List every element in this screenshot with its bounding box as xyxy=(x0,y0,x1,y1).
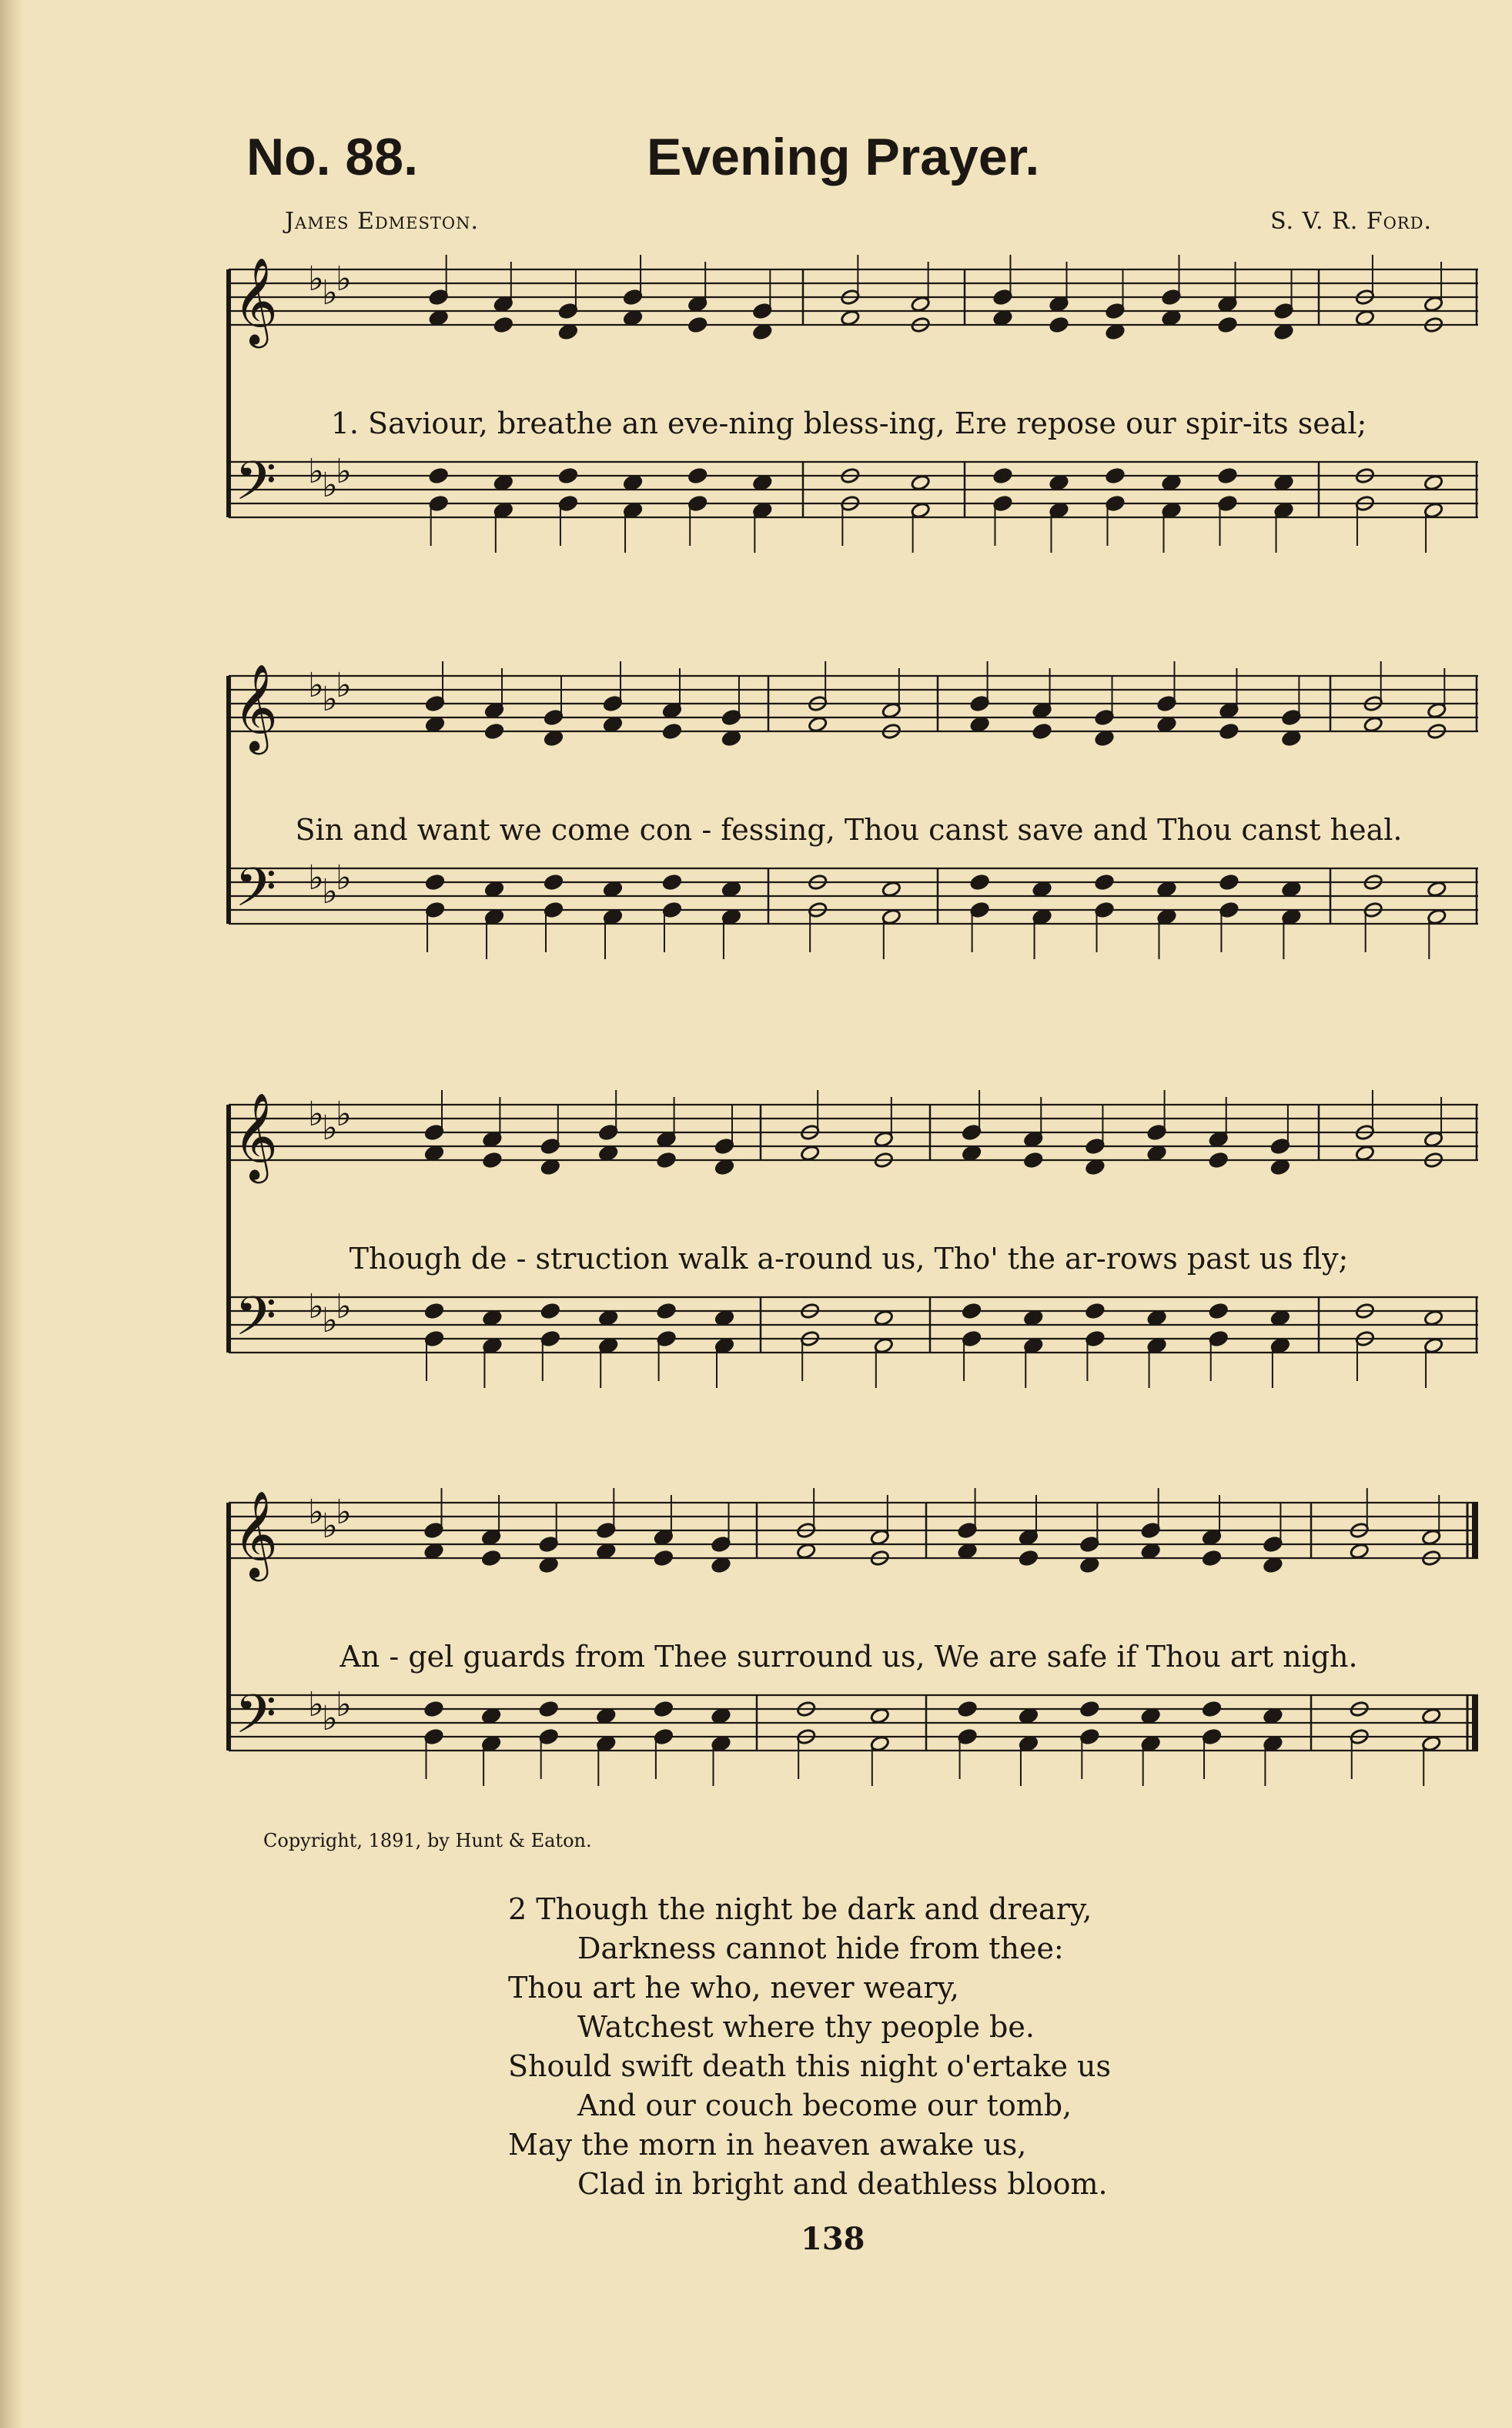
note-head xyxy=(429,309,449,326)
verse-2 xyxy=(508,1890,1201,2204)
flat-icon: ♭ xyxy=(308,858,324,898)
flat-icon: ♭ xyxy=(308,1493,324,1532)
note-head xyxy=(424,1145,444,1162)
note-head xyxy=(623,474,643,491)
note-head xyxy=(654,1701,674,1717)
note-head xyxy=(958,1543,978,1560)
author-credit: James Edmeston. xyxy=(285,208,480,235)
note-head xyxy=(482,1309,502,1326)
copyright-notice: Copyright, 1891, by Hunt & Eaton. xyxy=(263,1830,592,1851)
note-head xyxy=(1032,723,1052,740)
note-head xyxy=(1363,716,1383,733)
note-head xyxy=(1263,1557,1283,1574)
note-head xyxy=(540,1303,560,1319)
note-head xyxy=(1209,1303,1229,1319)
flat-icon: ♭ xyxy=(308,1685,324,1724)
note-head xyxy=(598,1309,618,1326)
note-head xyxy=(1023,1309,1043,1326)
flat-icon: ♭ xyxy=(308,1095,324,1134)
note-head xyxy=(1085,1303,1105,1319)
verse-line: Clad in bright and deathless bloom. xyxy=(577,2167,1108,2201)
note-head xyxy=(1147,1145,1167,1162)
note-head xyxy=(958,1701,978,1717)
note-head xyxy=(874,1309,894,1326)
note-head xyxy=(752,474,772,491)
note-head xyxy=(481,1707,501,1724)
bass-clef-icon: 𝄢 xyxy=(235,450,277,525)
note-head xyxy=(481,1550,501,1567)
flat-icon: ♭ xyxy=(322,273,338,313)
verse-line: May the morn in heaven awake us, xyxy=(508,2128,1027,2162)
note-head xyxy=(840,309,860,326)
note-head xyxy=(711,1707,731,1724)
note-head xyxy=(970,716,990,733)
flat-icon: ♭ xyxy=(336,1287,352,1326)
note-head xyxy=(1019,1707,1039,1724)
verse-line: Darkness cannot hide from thee: xyxy=(577,1931,1064,1965)
flat-icon: ♭ xyxy=(308,1287,324,1326)
note-head xyxy=(429,467,449,484)
note-head xyxy=(1274,474,1294,491)
bass-clef-icon: 𝄢 xyxy=(235,1285,277,1360)
flat-icon: ♭ xyxy=(308,666,324,705)
note-head xyxy=(1350,1543,1370,1560)
flat-icon: ♭ xyxy=(336,259,352,299)
music-system-3 xyxy=(219,1089,1478,1413)
note-head xyxy=(654,1550,674,1567)
note-head xyxy=(1023,1152,1043,1169)
note-head xyxy=(657,1303,677,1319)
note-head xyxy=(1085,1159,1105,1176)
note-head xyxy=(808,716,828,733)
flat-icon: ♭ xyxy=(336,1493,352,1532)
note-head xyxy=(687,316,707,333)
note-head xyxy=(1281,730,1301,747)
note-head xyxy=(1141,1543,1161,1560)
note-head xyxy=(1049,316,1069,333)
flat-icon: ♭ xyxy=(336,1685,352,1724)
note-head xyxy=(1218,467,1238,484)
note-head xyxy=(1161,309,1181,326)
note-head xyxy=(1032,881,1052,898)
flat-icon: ♭ xyxy=(322,1507,338,1546)
note-head xyxy=(1095,874,1115,891)
note-head xyxy=(603,881,623,898)
note-head xyxy=(493,316,513,333)
note-head xyxy=(596,1543,616,1560)
flat-icon: ♭ xyxy=(322,1301,338,1340)
note-head xyxy=(424,1303,444,1319)
note-head xyxy=(1156,881,1176,898)
note-head xyxy=(714,1159,734,1176)
note-head xyxy=(1141,1707,1161,1724)
note-head xyxy=(1105,323,1125,340)
note-head xyxy=(1202,1550,1222,1567)
note-head xyxy=(662,723,682,740)
note-head xyxy=(540,1159,560,1176)
note-head xyxy=(1423,474,1443,491)
flat-icon: ♭ xyxy=(308,452,324,491)
flat-icon: ♭ xyxy=(336,858,352,898)
note-head xyxy=(1209,1152,1229,1169)
note-head xyxy=(721,730,741,747)
note-head xyxy=(484,723,504,740)
note-head xyxy=(558,467,578,484)
note-head xyxy=(1219,723,1239,740)
verse-line: Should swift death this night o'ertake us xyxy=(508,2049,1112,2083)
music-system-4 xyxy=(219,1487,1478,1811)
note-head xyxy=(657,1152,677,1169)
flat-icon: ♭ xyxy=(336,452,352,491)
note-head xyxy=(800,1145,820,1162)
note-head xyxy=(1270,1309,1290,1326)
treble-clef-icon: 𝄞 xyxy=(233,664,278,751)
note-head xyxy=(1423,1309,1443,1326)
flat-icon: ♭ xyxy=(336,1095,352,1134)
flat-icon: ♭ xyxy=(322,680,338,719)
music-system-2 xyxy=(219,661,1478,984)
note-head xyxy=(1105,467,1125,484)
note-head xyxy=(425,874,445,891)
lyric-line: Sin and want we come con - fessing, Thou canst save and Thou canst heal. xyxy=(295,813,1403,847)
verse-line: Thou art he who, never weary, xyxy=(508,1971,959,2005)
note-head xyxy=(493,474,513,491)
note-head xyxy=(425,716,445,733)
flat-icon: ♭ xyxy=(322,1109,338,1148)
note-head xyxy=(1219,874,1239,891)
note-head xyxy=(1161,474,1181,491)
note-head xyxy=(596,1707,616,1724)
note-head xyxy=(423,1543,443,1560)
note-head xyxy=(1095,730,1115,747)
note-head xyxy=(1427,881,1447,898)
note-head xyxy=(598,1145,618,1162)
lyric-line: Though de - struction walk a-round us, Tho' the ar-rows past us fly; xyxy=(349,1242,1349,1276)
verse-line: And our couch become our tomb, xyxy=(577,2089,1072,2122)
note-head xyxy=(1218,316,1238,333)
music-system-1 xyxy=(219,254,1478,577)
note-head xyxy=(1270,1159,1290,1176)
note-head xyxy=(714,1309,734,1326)
note-head xyxy=(423,1701,443,1717)
note-head xyxy=(1019,1550,1039,1567)
note-head xyxy=(1263,1707,1283,1724)
note-head xyxy=(992,467,1012,484)
note-head xyxy=(1355,1145,1375,1162)
treble-clef-icon: 𝄞 xyxy=(233,1490,278,1578)
note-head xyxy=(687,467,707,484)
verse-line: 2 Though the night be dark and dreary, xyxy=(508,1892,1092,1926)
note-head xyxy=(558,323,578,340)
page-number: 138 xyxy=(801,2221,865,2257)
treble-clef-icon: 𝄞 xyxy=(233,257,278,345)
note-head xyxy=(1156,716,1176,733)
note-head xyxy=(1079,1557,1099,1574)
flat-icon: ♭ xyxy=(322,1699,338,1738)
note-head xyxy=(539,1701,559,1717)
note-head xyxy=(623,309,643,326)
note-head xyxy=(962,1145,982,1162)
note-head xyxy=(544,874,564,891)
note-head xyxy=(752,323,772,340)
note-head xyxy=(962,1303,982,1319)
note-head xyxy=(484,881,504,898)
note-head xyxy=(992,309,1012,326)
note-head xyxy=(911,474,931,491)
treble-clef-icon: 𝄞 xyxy=(233,1092,278,1180)
note-head xyxy=(1147,1309,1167,1326)
verse-line: Watchest where thy people be. xyxy=(577,2010,1035,2044)
hymn-title: Evening Prayer. xyxy=(647,128,1040,186)
note-head xyxy=(970,874,990,891)
note-head xyxy=(711,1557,731,1574)
hymn-header xyxy=(246,127,1447,196)
note-head xyxy=(1281,881,1301,898)
note-head xyxy=(1421,1707,1441,1724)
note-head xyxy=(1049,474,1069,491)
note-head xyxy=(1202,1701,1222,1717)
composer-credit: S. V. R. Ford. xyxy=(1270,208,1432,235)
lyric-line: 1. Saviour, breathe an eve-ning bless-ing, Ere repose our spir-its seal; xyxy=(330,406,1367,440)
flat-icon: ♭ xyxy=(322,872,338,911)
flat-icon: ♭ xyxy=(336,666,352,705)
hymn-number: No. 88. xyxy=(246,128,418,186)
flat-icon: ♭ xyxy=(308,259,324,299)
flat-icon: ♭ xyxy=(322,466,338,505)
lyric-line: An - gel guards from Thee surround us, We are safe if Thou art nigh. xyxy=(340,1640,1358,1674)
note-head xyxy=(662,874,682,891)
note-head xyxy=(1274,323,1294,340)
page-edge xyxy=(0,0,23,2428)
note-head xyxy=(870,1707,890,1724)
note-head xyxy=(603,716,623,733)
note-head xyxy=(796,1543,816,1560)
note-head xyxy=(881,881,902,898)
note-head xyxy=(539,1557,559,1574)
note-head xyxy=(721,881,741,898)
note-head xyxy=(482,1152,502,1169)
note-head xyxy=(1355,309,1375,326)
bass-clef-icon: 𝄢 xyxy=(235,856,277,931)
note-head xyxy=(1079,1701,1099,1717)
bass-clef-icon: 𝄢 xyxy=(235,1683,277,1758)
note-head xyxy=(544,730,564,747)
credits xyxy=(285,208,1432,246)
